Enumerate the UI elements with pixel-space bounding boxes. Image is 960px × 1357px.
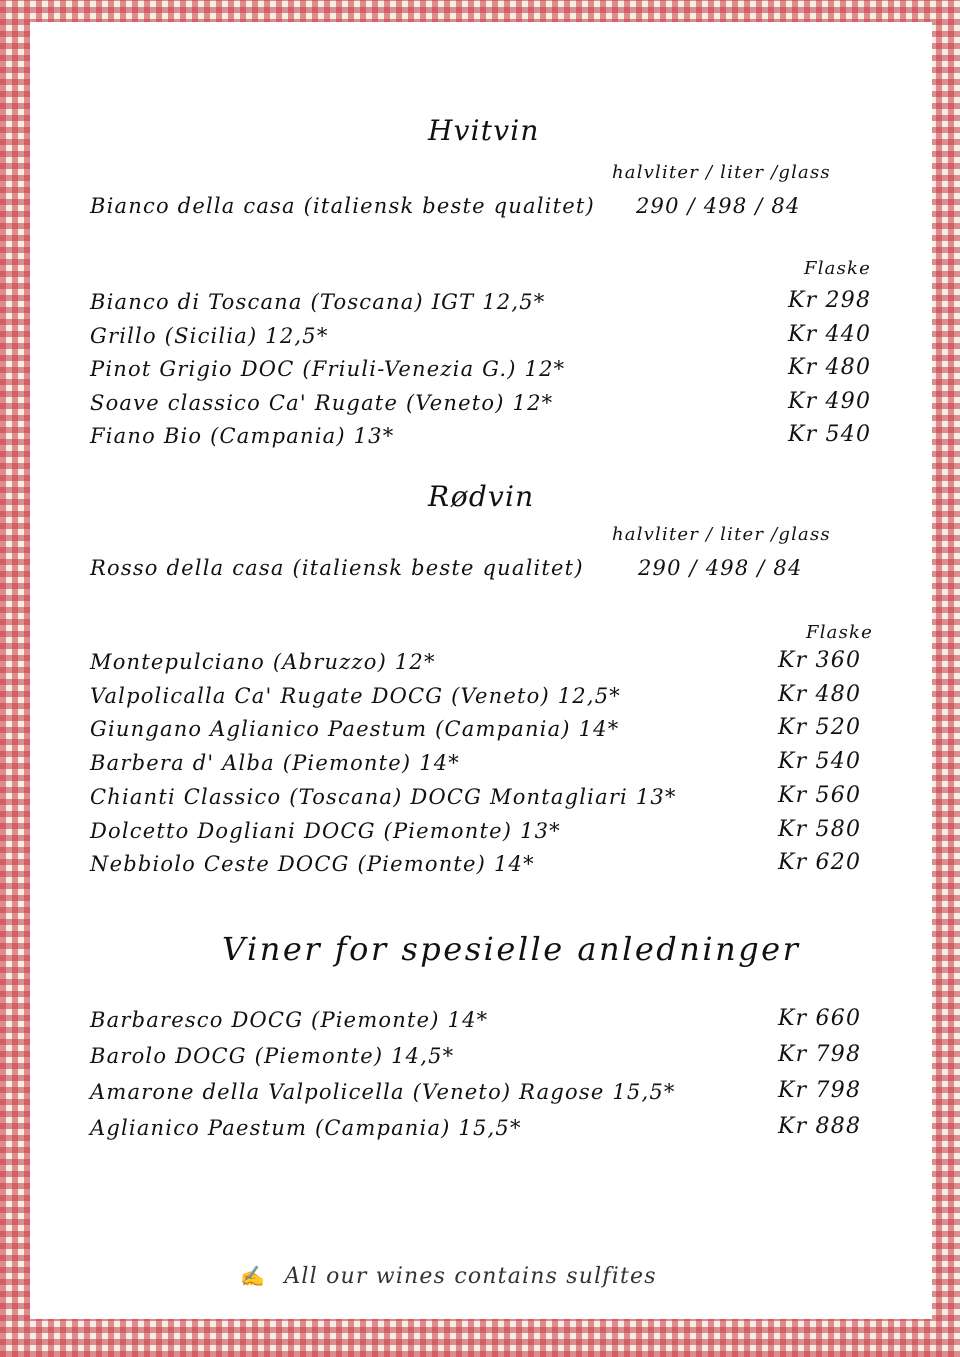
pen-icon: ✍ xyxy=(240,1264,267,1288)
house-wine-header: halvliter / liter /glass xyxy=(612,162,831,183)
house-wine-name: Rosso della casa (italiensk beste qualitet) xyxy=(90,556,584,580)
wine-price: Kr 480 xyxy=(778,681,862,707)
wine-name: Fiano Bio (Campania) 13* xyxy=(90,424,395,448)
wine-price: Kr 560 xyxy=(778,782,862,808)
wine-price: Kr 540 xyxy=(778,749,862,775)
wine-name: Bianco di Toscana (Toscana) IGT 12,5* xyxy=(90,290,546,314)
wine-price: Kr 888 xyxy=(778,1114,862,1139)
wine-name: Barbaresco DOCG (Piemonte) 14* xyxy=(90,1008,489,1032)
wine-price: Kr 798 xyxy=(778,1042,862,1067)
wine-name: Giungano Aglianico Paestum (Campania) 14* xyxy=(90,717,620,742)
sulfites-text: All our wines contains sulfites xyxy=(284,1264,657,1289)
wine-name: Grillo (Sicilia) 12,5* xyxy=(90,323,329,348)
wine-name: Soave classico Ca' Rugate (Veneto) 12* xyxy=(90,390,554,415)
wine-price: Kr 440 xyxy=(788,321,872,347)
house-wine-prices: 290 / 498 / 84 xyxy=(638,556,803,580)
wine-price: Kr 620 xyxy=(778,850,862,876)
sulfites-note xyxy=(240,1264,657,1289)
house-wine-prices: 290 / 498 / 84 xyxy=(636,194,801,218)
house-wine-header: halvliter / liter /glass xyxy=(612,524,831,545)
wine-name: Aglianico Paestum (Campania) 15,5* xyxy=(90,1116,522,1140)
section-title-hvitvin: Hvitvin xyxy=(428,114,540,147)
house-wine-name: Bianco della casa (italiensk beste qualitet) xyxy=(90,194,595,218)
wine-name: Chianti Classico (Toscana) DOCG Montagliari 13* xyxy=(90,784,677,809)
wine-name: Montepulciano (Abruzzo) 12* xyxy=(90,650,436,674)
section-title-rodvin: Rødvin xyxy=(428,480,535,513)
wine-name: Pinot Grigio DOC (Friuli-Venezia G.) 12* xyxy=(90,357,566,381)
wine-price: Kr 480 xyxy=(788,355,872,380)
wine-name: Nebbiolo Ceste DOCG (Piemonte) 14* xyxy=(90,852,535,877)
wine-price: Kr 360 xyxy=(778,648,862,673)
wine-name: Dolcetto Dogliani DOCG (Piemonte) 13* xyxy=(90,818,561,843)
wine-price: Kr 298 xyxy=(788,288,872,313)
wine-price: Kr 798 xyxy=(778,1078,862,1103)
wine-name: Amarone della Valpolicella (Veneto) Ragose 15,5* xyxy=(90,1080,676,1104)
bottle-header: Flaske xyxy=(806,622,873,643)
section-title-special: Viner for spesielle anledninger xyxy=(222,930,801,968)
wine-price: Kr 660 xyxy=(778,1006,862,1031)
wine-name: Barbera d' Alba (Piemonte) 14* xyxy=(90,751,461,776)
wine-price: Kr 520 xyxy=(778,715,862,741)
wine-price: Kr 540 xyxy=(788,422,872,447)
bottle-header: Flaske xyxy=(804,258,871,279)
wine-name: Valpolicalla Ca' Rugate DOCG (Veneto) 12,5* xyxy=(90,683,621,708)
menu-card xyxy=(30,22,932,1319)
wine-name: Barolo DOCG (Piemonte) 14,5* xyxy=(90,1044,455,1068)
wine-price: Kr 580 xyxy=(778,816,862,842)
wine-price: Kr 490 xyxy=(788,388,872,414)
